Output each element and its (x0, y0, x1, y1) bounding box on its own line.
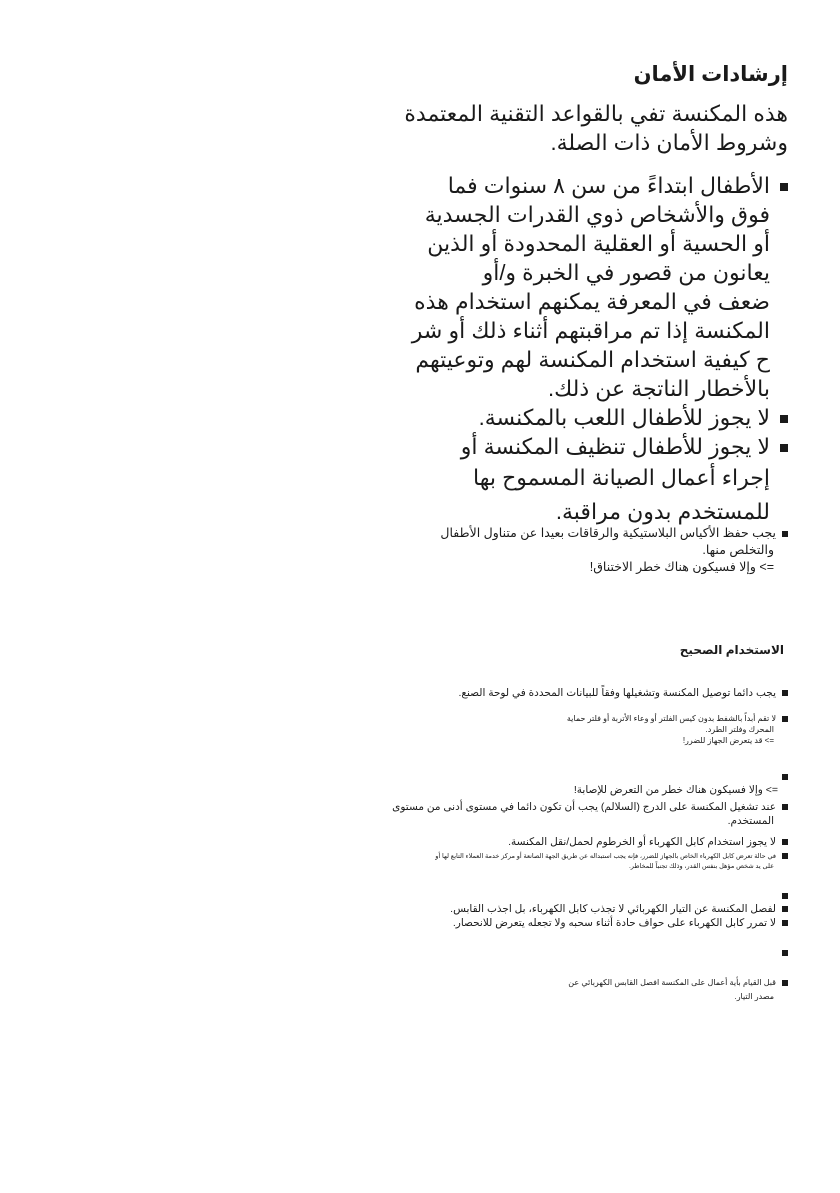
bullet-text: والتخلص منها. (702, 543, 774, 557)
section-title-proper-use: الاستخدام الصحيح (679, 643, 784, 657)
bullet-text: لا تقم أبداً بالشفط بدون كيس الفلتر أو وعاء الأتربة أو فلتر حماية (566, 714, 776, 723)
use-bullet-empty (782, 944, 788, 962)
bullet-text: المحرك وفلتر الطرد. (705, 725, 774, 734)
bullet-text: يجب حفظ الأكياس البلاستيكية والرقاقات بعيدا عن متناول الأطفال (440, 526, 776, 540)
warning-text: => وإلا فسيكون هناك خطر الاختناق! (589, 560, 774, 574)
bullet-text: الأطفال ابتداءً من سن ٨ سنوات فما (447, 173, 770, 198)
bullet-text: لا تمرر كابل الكهرباء على حواف حادة أثناء سحبه ولا تجعله يتعرض للانحصار. (452, 917, 776, 929)
intro-line: وشروط الأمان ذات الصلة. (550, 130, 788, 155)
bullet-text: لفصل المكنسة عن التيار الكهربائي لا تجذب كابل الكهرباء، بل اجذب القابس. (450, 903, 776, 915)
use-bullet-empty (782, 768, 788, 786)
bullet-text: ح كيفية استخدام المكنسة لهم وتوعيتهم (415, 347, 770, 372)
use-warning-injury: => وإلا فسيكون هناك خطر من التعرض للإصابة! (573, 784, 778, 796)
bullet-square-icon (780, 183, 788, 191)
bullet-square-icon (782, 716, 788, 722)
use-bullet-rating-plate (459, 686, 789, 700)
bullet-text: على يد شخص مؤهل بنفس القدر، وذلك تجنباً للمخاطر. (628, 863, 774, 870)
bullet-text: لا يجوز للأطفال اللعب بالمكنسة. (478, 405, 770, 430)
intro-line: هذه المكنسة تفي بالقواعد التقنية المعتمدة (404, 101, 788, 126)
bullet-square-icon (782, 531, 788, 537)
bullet-square-icon (780, 415, 788, 423)
bullet-square-icon (782, 839, 788, 845)
use-bullet-cable-carry (508, 835, 788, 849)
bullet-square-icon (782, 774, 788, 780)
use-bullet-cable-damage (435, 852, 788, 872)
safety-bullet-plastic-bags (440, 525, 788, 576)
bullet-square-icon (782, 804, 788, 810)
safety-intro (404, 99, 788, 157)
bullet-text: لا يجوز استخدام كابل الكهرباء أو الخرطوم لحمل/نقل المكنسة. (508, 836, 776, 848)
use-bullet-unplug (450, 902, 788, 930)
bullet-text: يجب دائما توصيل المكنسة وتشغيلها وفقاً للبيانات المحددة في لوحة الصنع. (458, 687, 776, 699)
bullet-text: للمستخدم بدون مراقبة. (555, 499, 770, 524)
bullet-text: فوق والأشخاص ذوي القدرات الجسدية (424, 202, 770, 227)
bullet-square-icon (782, 950, 788, 956)
bullet-square-icon (780, 444, 788, 452)
safety-bullet-children (412, 171, 788, 529)
bullet-square-icon (782, 853, 788, 859)
bullet-text: بالأخطار الناتجة عن ذلك. (548, 376, 770, 401)
use-bullet-stairs (392, 800, 788, 828)
bullet-text: المستخدم. (727, 815, 774, 827)
bullet-text: يعانون من قصور في الخبرة و/أو (482, 260, 770, 285)
section-title-safety: إرشادات الأمان (633, 63, 788, 86)
bullet-text: المكنسة إذا تم مراقبتهم أثناء ذلك أو شر (411, 318, 770, 343)
bullet-text: أو الحسية أو العقلية المحدودة أو الذين (427, 231, 770, 256)
use-bullet-filter (567, 713, 788, 746)
bullet-text: قبل القيام بأية أعمال على المكنسة افصل القابس الكهربائي عن (568, 978, 776, 987)
bullet-square-icon (782, 906, 788, 912)
bullet-text: في حالة تعرض كابل الكهرباء الخاص بالجهاز للضرر، فإنه يجب استبداله عن طريق الجهة الصانعة أو مركز خدمة العملاء التابع لها أو (435, 853, 776, 860)
bullet-text: إجراء أعمال الصيانة المسموح بها (473, 465, 770, 490)
bullet-square-icon (782, 920, 788, 926)
use-bullet-before-work (568, 977, 788, 1002)
bullet-text: عند تشغيل المكنسة على الدرج (السلالم) يجب أن تكون دائما في مستوى أدنى من مستوى (392, 801, 776, 813)
warning-text: => قد يتعرض الجهاز للضرر! (682, 736, 774, 745)
bullet-square-icon (782, 690, 788, 696)
bullet-text: مصدر التيار. (734, 992, 774, 1001)
bullet-square-icon (782, 893, 788, 899)
bullet-text: ضعف في المعرفة يمكنهم استخدام هذه (414, 289, 770, 314)
bullet-square-icon (782, 980, 788, 986)
bullet-text: لا يجوز للأطفال تنظيف المكنسة أو (460, 434, 770, 459)
